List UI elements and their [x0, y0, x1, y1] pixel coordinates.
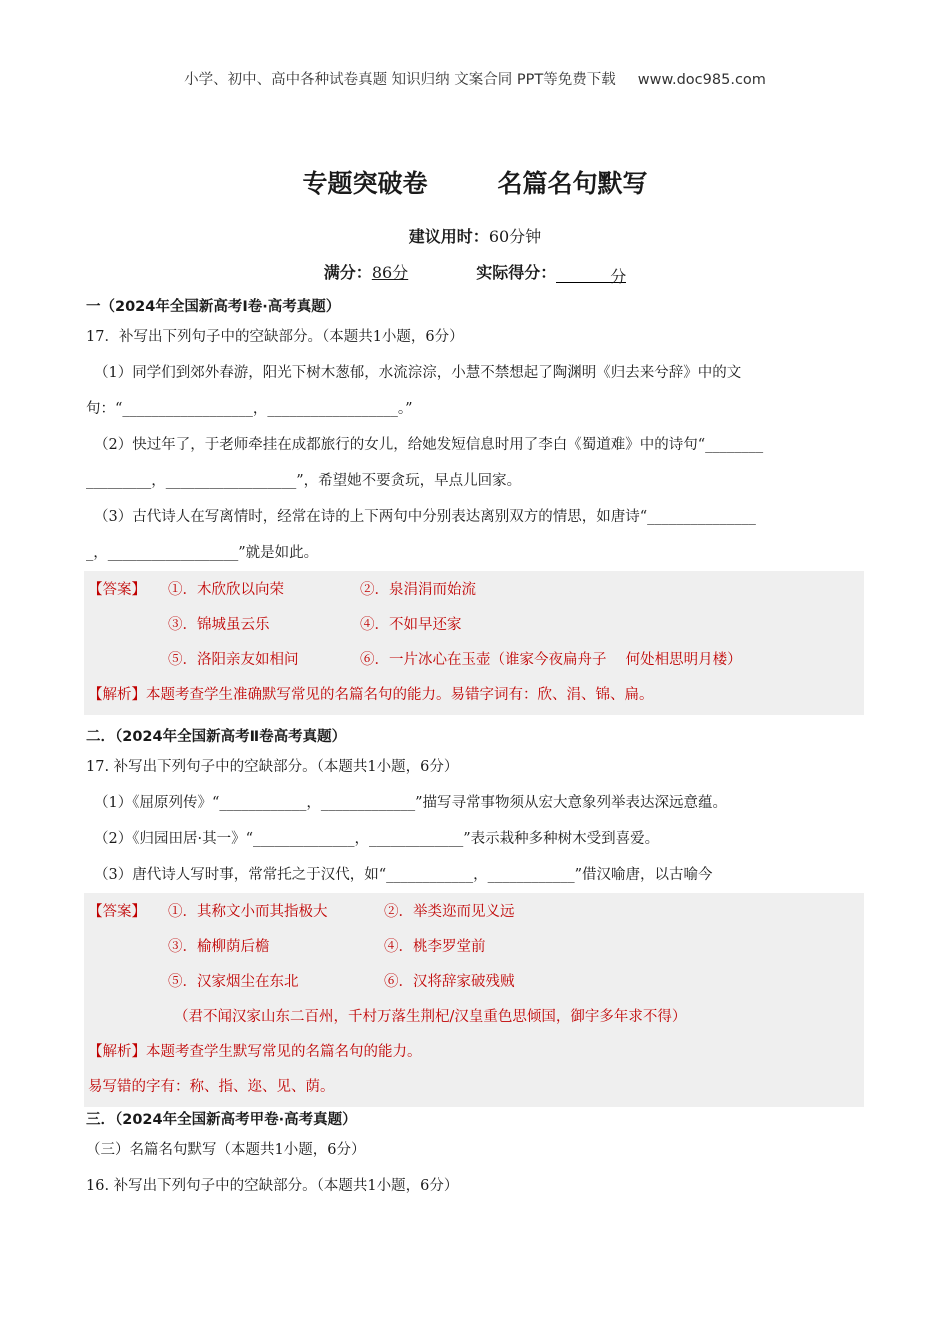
item-1-line2: 句：“__________________，__________________。” [86, 401, 413, 417]
time-value: 60分钟 [488, 227, 542, 246]
header-text: 小学、初中、高中各种试卷真题 知识归纳 文案合同 PPT等免费下载 [184, 72, 616, 88]
section-1 [86, 295, 866, 715]
answer-label: 【答案】 [88, 904, 146, 920]
typo-note: 易写错的字有：称、指、迩、见、荫。 [88, 1079, 335, 1095]
item-1-line1: （1）同学们到郊外春游，阳光下树木葱郁，水流淙淙，小慧不禁想起了陶渊明《归去来兮辞》中的文 [94, 365, 742, 381]
answer-2: ②．泉涓涓而始流 [360, 582, 476, 598]
question-17: 17．补写出下列句子中的空缺部分。（本题共1小题，6分） [86, 329, 464, 345]
item-2-1: （1）《屈原列传》“____________，_____________”描写寻常事物须从宏大意象列举表达深远意蕴。 [94, 795, 728, 811]
actual-unit: 分 [610, 267, 627, 286]
time-label: 建议用时： [408, 227, 489, 246]
answer-box-1 [84, 571, 864, 715]
actual-score-blank[interactable] [556, 264, 627, 286]
answer-label: 【答案】 [88, 582, 146, 598]
title-part2: 名篇名句默写 [497, 169, 648, 198]
answer-5: ⑤．洛阳亲友如相问 [168, 652, 299, 668]
answer-note: （君不闻汉家山东二百州，千村万落生荆杞/汉皇重色思倾国，御宇多年求不得） [174, 1009, 687, 1025]
answer-1: ①．其称文小而其指极大 [168, 904, 328, 920]
answer-6: ⑥．汉将辞家破残贼 [384, 974, 515, 990]
section-2-heading: 二．（2024年全国新高考Ⅱ卷高考真题） [86, 729, 347, 745]
analysis-1: 【解析】本题考查学生准确默写常见的名篇名句的能力。易错字词有：欣、涓、锦、扁。 [88, 687, 654, 703]
section-1-heading: 一（2024年全国新高考Ⅰ卷·高考真题） [86, 299, 341, 315]
section-3 [86, 1108, 866, 1204]
question-16: 16. 补写出下列句子中的空缺部分。（本题共1小题，6分） [86, 1178, 459, 1194]
page-title [0, 164, 950, 200]
section-2 [86, 725, 866, 1107]
suggested-time [0, 224, 950, 247]
analysis-2: 【解析】本题考查学生默写常见的名篇名句的能力。 [88, 1044, 422, 1060]
question-17b: 17. 补写出下列句子中的空缺部分。（本题共1小题，6分） [86, 759, 459, 775]
answer-5: ⑤．汉家烟尘在东北 [168, 974, 299, 990]
answer-1: ①．木欣欣以向荣 [168, 582, 284, 598]
full-label: 满分： [323, 263, 372, 282]
answer-3: ③．榆柳荫后檐 [168, 939, 270, 955]
item-2-line2: _________，__________________”，希望她不要贪玩，早点儿回家。 [86, 473, 522, 489]
page-header [0, 68, 950, 89]
item-2-line1: （2）快过年了，于老师牵挂在成都旅行的女儿，给她发短信息时用了李白《蜀道难》中的诗句“________ [94, 437, 764, 453]
answer-2: ②．举类迩而见义远 [384, 904, 515, 920]
answer-6: ⑥．一片冰心在玉壶（谁家今夜扁舟子 何处相思明月楼） [360, 652, 742, 668]
answer-3: ③．锦城虽云乐 [168, 617, 270, 633]
item-3-line1: （3）古代诗人在写离情时，经常在诗的上下两句中分别表达离别双方的情思，如唐诗“_______________ [94, 509, 756, 525]
answer-4: ④．不如早还家 [360, 617, 462, 633]
actual-label: 实际得分： [476, 263, 557, 282]
header-url[interactable]: www.doc985.com [637, 72, 766, 88]
section-3-heading: 三．（2024年全国新高考甲卷·高考真题） [86, 1112, 357, 1128]
title-part1: 专题突破卷 [302, 169, 428, 198]
answer-box-2 [84, 893, 864, 1107]
item-2-3: （3）唐代诗人写时事，常常托之于汉代，如“____________，____________”借汉喻唐，以古喻今 [94, 867, 713, 883]
subsection-3: （三）名篇名句默写（本题共1小题，6分） [86, 1142, 366, 1158]
score-line [0, 260, 950, 286]
full-value: 86分 [371, 263, 409, 282]
answer-4: ④．桃李罗堂前 [384, 939, 486, 955]
item-2-2: （2）《归园田居·其一》“______________，_____________”表示栽种多种树木受到喜爱。 [94, 831, 660, 847]
item-3-line2: _，__________________”就是如此。 [86, 545, 319, 561]
